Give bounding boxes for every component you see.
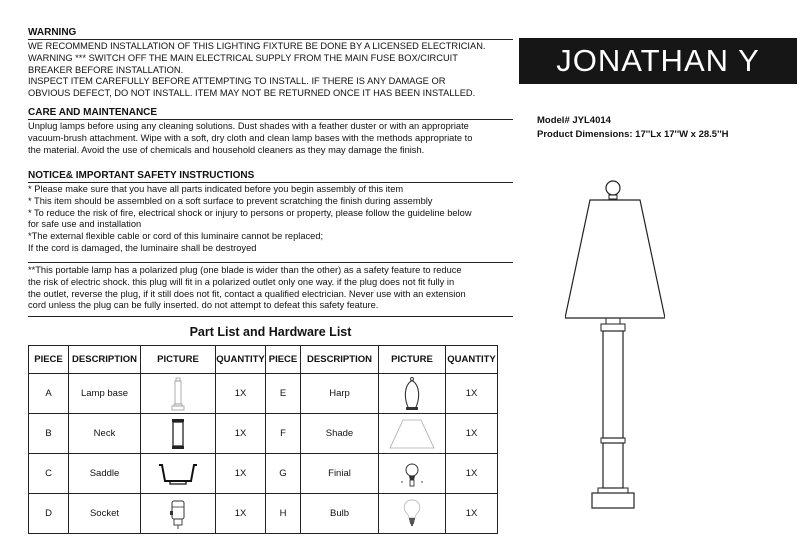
- quantity-cell: 1X: [216, 414, 266, 454]
- picture-cell: [379, 374, 446, 414]
- neck-icon: [168, 417, 188, 451]
- plug-bottom-divider: [28, 316, 513, 317]
- quantity-cell: 1X: [216, 454, 266, 494]
- brand-logo: JONATHAN Y: [519, 38, 797, 84]
- warning-line: WE RECOMMEND INSTALLATION OF THIS LIGHTING FIXTURE BE DONE BY A LICENSED ELECTRICIAN.: [28, 41, 486, 51]
- bulb-icon: [400, 497, 424, 531]
- warning-line: BREAKER BEFORE INSTALLATION.: [28, 64, 184, 75]
- care-line: the material. Avoid the use of chemicals and household cleaners as they may damage the finish.: [28, 144, 425, 155]
- warning-line: WARNING *** SWITCH OFF THE MAIN ELECTRICAL SUPPLY FROM THE MAIN FUSE BOX/CIRCUIT: [28, 52, 458, 63]
- safety-line: for safe use and installation: [28, 219, 142, 230]
- safety-line: If the cord is damaged, the luminaire shall be destroyed: [28, 242, 257, 253]
- safety-text: [28, 184, 518, 255]
- piece-cell: B: [29, 414, 69, 454]
- table-header-row: [29, 346, 498, 374]
- plug-line: **This portable lamp has a polarized plug (one blade is wider than the other) as a safety feature to reduce: [28, 265, 462, 275]
- shade-icon: [387, 417, 437, 451]
- care-line: vacuum-brush attachment. Wipe with a soft, dry cloth and clean lamp bases with the methods appropriate to: [28, 132, 473, 143]
- parts-table: [28, 345, 498, 534]
- lamp-base-icon: [168, 376, 188, 412]
- lamp-illustration: [565, 180, 665, 525]
- piece-cell: C: [29, 454, 69, 494]
- harp-icon: [400, 376, 424, 412]
- safety-title: NOTICE& IMPORTANT SAFETY INSTRUCTIONS: [28, 170, 255, 181]
- product-dimensions: Product Dimensions: 17''Lx 17''W x 28.5''H: [537, 129, 729, 140]
- warning-text: [28, 41, 518, 100]
- description-cell: Saddle: [69, 454, 141, 494]
- piece-cell: F: [266, 414, 301, 454]
- header-description: DESCRIPTION: [69, 346, 141, 374]
- picture-cell: [141, 414, 216, 454]
- picture-cell: [379, 454, 446, 494]
- safety-line: * To reduce the risk of fire, electrical shock or injury to persons or property, please follow the guideline below: [28, 207, 472, 218]
- safety-line: * This item should be assembled on a soft surface to prevent scratching the finish during assembly: [28, 195, 433, 206]
- description-cell: Finial: [301, 454, 379, 494]
- warning-divider: [28, 39, 513, 40]
- model-number: Model# JYL4014: [537, 115, 611, 126]
- plug-line: the outlet, reverse the plug, if it still does not fit, contact a qualified electrician. Never use with an extension: [28, 288, 466, 299]
- picture-cell: [141, 454, 216, 494]
- description-cell: Neck: [69, 414, 141, 454]
- table-row: [29, 414, 498, 454]
- plug-line: cord unless the plug can be fully inserted. do not attempt to defeat this safety feature.: [28, 300, 379, 311]
- quantity-cell: 1X: [446, 454, 498, 494]
- header-picture: PICTURE: [141, 346, 216, 374]
- piece-cell: E: [266, 374, 301, 414]
- header-picture: PICTURE: [379, 346, 446, 374]
- safety-divider: [28, 182, 513, 183]
- finial-icon: [397, 458, 427, 490]
- quantity-cell: 1X: [216, 494, 266, 534]
- parts-title: Part List and Hardware List: [189, 325, 352, 339]
- picture-cell: [141, 374, 216, 414]
- picture-cell: [379, 494, 446, 534]
- header-description: DESCRIPTION: [301, 346, 379, 374]
- care-line: Unplug lamps before using any cleaning solutions. Dust shades with a feather duster or with an appropriate: [28, 121, 469, 131]
- description-cell: Lamp base: [69, 374, 141, 414]
- care-title: CARE AND MAINTENANCE: [28, 107, 158, 118]
- piece-cell: D: [29, 494, 69, 534]
- header-quantity: QUANTITY: [446, 346, 498, 374]
- header-quantity: QUANTITY: [216, 346, 266, 374]
- table-row: [29, 494, 498, 534]
- piece-cell: G: [266, 454, 301, 494]
- warning-line: INSPECT ITEM CAREFULLY BEFORE ATTEMPTING TO INSTALL. IF THERE IS ANY DAMAGE OR: [28, 76, 446, 87]
- quantity-cell: 1X: [446, 494, 498, 534]
- picture-cell: [379, 414, 446, 454]
- header-piece: PIECE: [266, 346, 301, 374]
- saddle-icon: [156, 459, 200, 489]
- table-row: [29, 374, 498, 414]
- quantity-cell: 1X: [446, 374, 498, 414]
- warning-line: OBVIOUS DEFECT, DO NOT INSTALL. ITEM MAY NOT BE RETURNED ONCE IT HAS BEEN INSTALLED.: [28, 88, 476, 99]
- quantity-cell: 1X: [446, 414, 498, 454]
- picture-cell: [141, 494, 216, 534]
- piece-cell: H: [266, 494, 301, 534]
- safety-line: * Please make sure that you have all parts indicated before you begin assembly of this item: [28, 184, 404, 194]
- quantity-cell: 1X: [216, 374, 266, 414]
- piece-cell: A: [29, 374, 69, 414]
- header-piece: PIECE: [29, 346, 69, 374]
- plug-divider: [28, 262, 513, 263]
- description-cell: Bulb: [301, 494, 379, 534]
- safety-line: *The external flexible cable or cord of this luminaire cannot be replaced;: [28, 231, 324, 242]
- description-cell: Shade: [301, 414, 379, 454]
- table-row: [29, 454, 498, 494]
- care-text: [28, 121, 518, 156]
- socket-icon: [166, 497, 190, 531]
- description-cell: Socket: [69, 494, 141, 534]
- care-divider: [28, 119, 513, 120]
- warning-title: WARNING: [28, 27, 77, 38]
- description-cell: Harp: [301, 374, 379, 414]
- plug-text: [28, 265, 518, 312]
- plug-line: the risk of electric shock. this plug will fit in a polarized outlet only one way. if the plug does not fit fully in: [28, 276, 455, 287]
